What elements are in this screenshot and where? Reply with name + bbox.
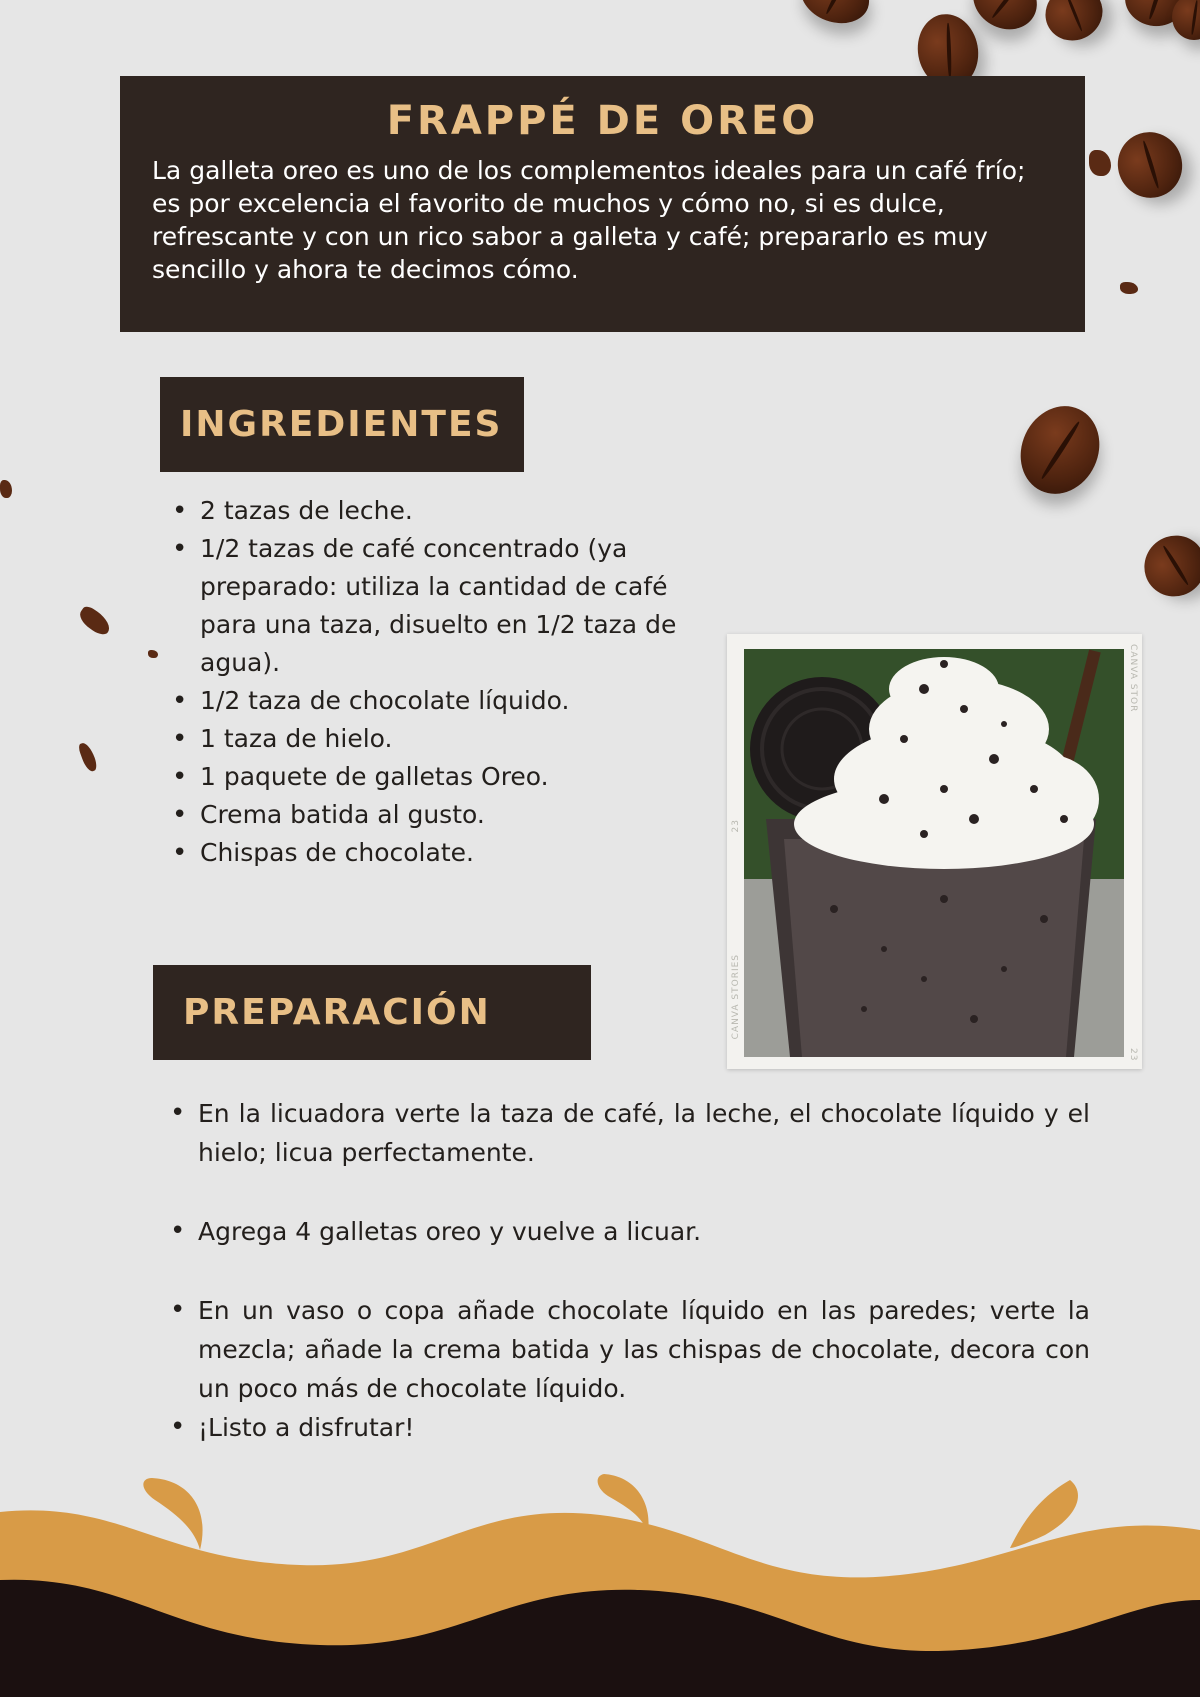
page-title: FRAPPÉ DE OREO xyxy=(386,98,819,144)
list-item: • 1 paquete de galletas Oreo. xyxy=(170,758,730,796)
frame-label: CANVA STORIES xyxy=(731,954,741,1040)
ingredients-heading: INGREDIENTES xyxy=(160,377,524,472)
footer-wave-decoration xyxy=(0,1470,1200,1697)
coffee-bean-icon xyxy=(1132,523,1200,609)
coffee-bean-icon xyxy=(1035,0,1112,51)
frame-number: 23 xyxy=(731,819,741,833)
list-item: • Crema batida al gusto. xyxy=(170,796,730,834)
intro-panel xyxy=(120,76,1085,332)
chocolate-chip-icon xyxy=(1120,282,1138,294)
coffee-bean-icon xyxy=(793,0,877,32)
photo-frame xyxy=(727,634,1142,1069)
chocolate-chip-icon xyxy=(76,604,114,638)
frappe-illustration xyxy=(744,649,1124,1057)
frame-label: CANVA STOR xyxy=(1128,644,1138,713)
chocolate-chip-icon xyxy=(0,480,12,498)
coffee-bean-icon xyxy=(1007,393,1114,507)
list-item: • 2 tazas de leche. xyxy=(170,492,730,530)
list-item: • En la licuadora verte la taza de café, la leche, el chocolate líquido y el hielo; licua perfectamente. xyxy=(170,1094,1090,1172)
intro-text: La galleta oreo es uno de los complementos ideales para un café frío; es por excelencia el favorito de muchos y cómo no, si es dulce, refrescante y con un rico sabor a galleta y café; prepararlo es muy sencillo y ahora te decimos cómo. xyxy=(152,156,1026,284)
chocolate-chip-icon xyxy=(1089,150,1111,176)
frame-number: 23 xyxy=(1128,1047,1138,1061)
list-item: • ¡Listo a disfrutar! xyxy=(170,1408,1090,1447)
ingredients-list xyxy=(170,492,730,872)
list-item: • En un vaso o copa añade chocolate líquido en las paredes; verte la mezcla; añade la crema batida y las chispas de chocolate, decora con un poco más de chocolate líquido. xyxy=(170,1291,1090,1408)
coffee-bean-icon xyxy=(1172,0,1200,40)
list-item: • 1 taza de hielo. xyxy=(170,720,730,758)
oreo-frappe-photo xyxy=(744,649,1124,1057)
preparation-heading: PREPARACIÓN xyxy=(153,965,591,1060)
list-item: • 1/2 taza de chocolate líquido. xyxy=(170,682,730,720)
list-item: • Agrega 4 galletas oreo y vuelve a licuar. xyxy=(170,1212,1090,1251)
list-item: • 1/2 tazas de café concentrado (ya preparado: utiliza la cantidad de café para una taza, disuelto en 1/2 taza de agua). xyxy=(170,530,730,682)
coffee-bean-icon xyxy=(962,0,1047,41)
chocolate-chip-icon xyxy=(148,650,158,658)
preparation-list xyxy=(170,1094,1090,1447)
list-item: • Chispas de chocolate. xyxy=(170,834,730,872)
coffee-bean-icon xyxy=(1107,122,1193,209)
chocolate-chip-icon xyxy=(77,741,99,773)
